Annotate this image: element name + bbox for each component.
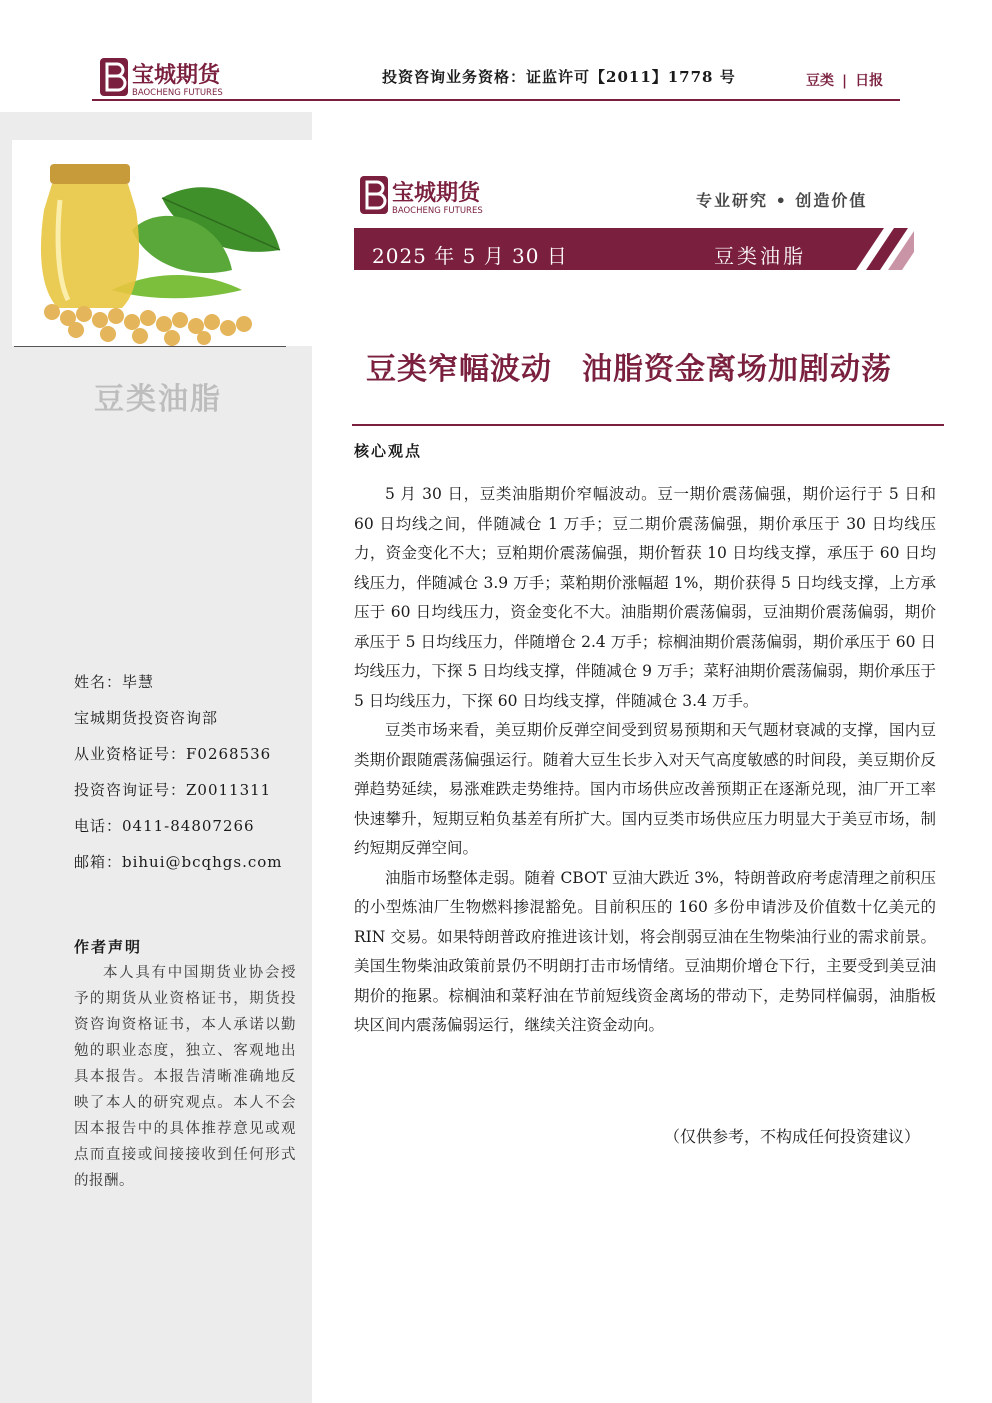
sidebar-category: 豆类油脂	[94, 382, 222, 417]
photo-divider	[14, 346, 286, 347]
brand-logo-mark-icon	[100, 58, 128, 96]
main-logo-en: BAOCHENG FUTURES	[392, 206, 483, 216]
qualification-text: 投资咨询业务资格：证监许可【2011】1778 号	[382, 68, 736, 86]
main-logo-cn: 宝城期货	[392, 181, 481, 206]
report-category: 豆类油脂	[714, 244, 806, 268]
report-body	[354, 480, 936, 1041]
brand-logo-en: BAOCHENG FUTURES	[132, 88, 223, 98]
headline-divider	[352, 424, 944, 426]
report-tag-category: 豆类	[806, 73, 834, 89]
paragraph: 5 月 30 日，豆类油脂期价窄幅波动。豆一期价震荡偏强，期价运行于 5 日和 60 日均线之间，伴随减仓 1 万手；豆二期价震荡偏强，期价承压于 30 日均线压力，资金变化不大；豆粕期价震荡偏强，期价暂获 10 日均线支撑，承压于 60 日均线压力，伴随减仓 3.9 万手；菜粕期价涨幅超 1%，期价获得 5 日均线支撑，上方承压于 60 日均线压力，资金变化不大。油脂期价震荡偏弱，豆油期价震荡偏弱，期价承压于 5 日均线压力，伴随增仓 2.4 万手；棕榈油期价震荡偏弱，期价承压于 60 日均线压力，下探 5 日均线支撑，伴随减仓 9 万手；菜籽油期价震荡偏弱，期价承压于 5 日均线压力，下探 60 日均线支撑，伴随减仓 3.4 万手。	[354, 485, 936, 710]
main-logo-mark-icon	[360, 176, 388, 214]
report-tag-type: 日报	[855, 73, 884, 89]
brand-logo	[98, 54, 258, 100]
author-license: 从业资格证号：F0268536	[74, 745, 272, 763]
declaration-body: 本人具有中国期货业协会授予的期货从业资格证书，期货投资咨询资格证书，本人承诺以勤勉的职业态度，独立、客观地出具本报告。本报告清晰准确地反映了本人的研究观点。本人不会因本报告中的具体推荐意见或观点而直接或间接接收到任何形式的报酬。	[74, 965, 296, 1189]
report-tag	[806, 70, 883, 90]
author-contact	[74, 664, 304, 880]
author-email: 邮箱：bihui@bcqhgs.com	[74, 853, 283, 871]
paragraph: 豆类市场来看，美豆期价反弹空间受到贸易预期和天气题材衰减的支撑，国内豆类期价跟随震荡偏强运行。随着大豆生长步入对天气高度敏感的时间段，美豆期价反弹趋势延续，易涨难跌走势维持。国内市场供应改善预期正在逐渐兑现，油厂开工率快速攀升，短期豆粕负基差有所扩大。国内豆类市场供应压力明显大于美豆市场，制约短期反弹空间。	[354, 721, 936, 857]
author-consult-license: 投资咨询证号：Z0011311	[74, 781, 272, 799]
headline-part-b: 油脂资金离场加剧动荡	[582, 352, 892, 387]
disclaimer: （仅供参考，不构成任何投资建议）	[664, 1127, 921, 1146]
headline-part-a: 豆类窄幅波动	[366, 352, 552, 387]
report-tag-separator: |	[842, 73, 848, 89]
report-date: 2025 年 5 月 30 日	[372, 244, 568, 268]
author-department: 宝城期货投资咨询部	[74, 709, 219, 727]
brand-logo-cn: 宝城期货	[132, 63, 221, 88]
header-divider	[92, 99, 900, 101]
core-view-title: 核心观点	[354, 442, 423, 460]
slogan: 专业研究 • 创造价值	[696, 191, 868, 210]
soy-oil-photo	[12, 140, 312, 346]
soy-oil-illustration-icon	[12, 140, 312, 346]
author-phone: 电话：0411-84807266	[74, 817, 255, 835]
paragraph: 油脂市场整体走弱。随着 CBOT 豆油大跌近 3%，特朗普政府考虑清理之前积压的小型炼油厂生物燃料掺混豁免。目前积压的 160 多份申请涉及价值数十亿美元的 RIN 交易。如果特朗普政府推进该计划，将会削弱豆油在生物柴油行业的需求前景。美国生物柴油政策前景仍不明朗打击市场情绪。豆油期价增仓下行，主要受到美豆油期价的拖累。棕榈油和菜籽油在节前短线资金离场的带动下，走势同样偏弱，油脂板块区间内震荡偏弱运行，继续关注资金动向。	[354, 868, 936, 1034]
declaration-title: 作者声明	[74, 938, 143, 956]
headline	[366, 344, 892, 388]
main-logo	[358, 172, 522, 218]
author-name: 姓名：毕慧	[74, 673, 155, 691]
